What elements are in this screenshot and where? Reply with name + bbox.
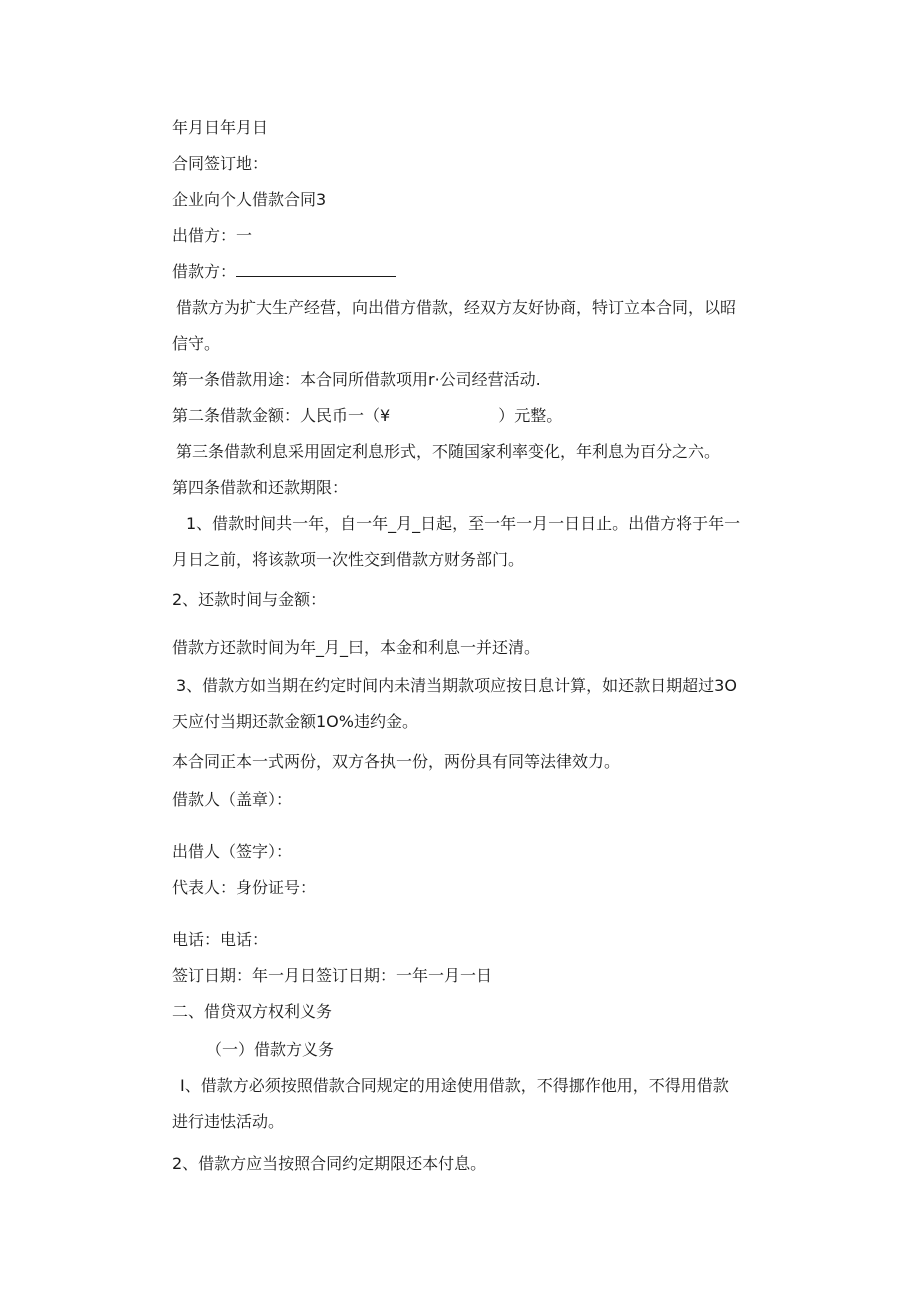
article-1: 第一条借款用途：本合同所借款项用r·公司经营活动.	[172, 370, 541, 389]
signing-place: 合同签订地：	[172, 154, 269, 173]
article-2	[172, 406, 562, 426]
article-2-text-a: 第二条借款金额：人民币一（¥	[172, 406, 391, 425]
borrower-label: 借款方：	[172, 262, 237, 281]
duty-1-line-2: 进行违怯活动。	[172, 1112, 285, 1131]
borrower-line	[172, 262, 396, 282]
borrower-seal: 借款人（盖章）：	[172, 790, 293, 809]
duty-2: 2、借款方应当按照合同约定期限还本付息。	[172, 1154, 487, 1173]
clause-2: 2、还款时间与金额：	[172, 590, 327, 609]
contract-title: 企业向个人借款合同3	[172, 190, 327, 209]
section-2-heading: 二、借贷双方权利义务	[172, 1002, 333, 1021]
phone-line: 电话：电话：	[172, 930, 269, 949]
borrower-blank	[236, 262, 396, 277]
repayment-line: 借款方还款时间为年_月_曰，本金和利息一并还清。	[172, 638, 541, 657]
signing-date-line: 签订日期：年一月日签订日期：一年一月一日	[172, 966, 493, 985]
copies-line: 本合同正本一式两份，双方各执一份，两份具有同等法律效力。	[172, 752, 621, 771]
article-2-text-b: ）元整。	[498, 406, 563, 425]
article-3: 第三条借款利息采用固定利息形式，不随国家利率变化，年利息为百分之六。	[176, 442, 721, 461]
clause-3-line-2: 天应付当期还款金额1O%违约金。	[172, 712, 418, 731]
clause-1-line-2: 月日之前，将该款项一次性交到借款方财务部门。	[172, 550, 525, 569]
article-4: 第四条借款和还款期限：	[172, 478, 349, 497]
subsection-1-heading: （一）借款方义务	[206, 1040, 335, 1059]
representative-id: 代表人：身份证号：	[172, 878, 317, 897]
clause-3-line-1: 3、借款方如当期在约定时间内未清当期款项应按日息计算，如还款日期超过3O	[176, 676, 737, 695]
preamble-line-1: 借款方为扩大生产经营，向出借方借款，经双方友好协商，特订立本合同，以昭	[176, 298, 737, 317]
clause-1-line-1: 1、借款时间共一年，自一年_月_日起，至一年一月一日日止。出借方将于年一	[186, 514, 741, 533]
duty-1-line-1: I、借款方必须按照借款合同规定的用途使用借款，不得挪作他用，不得用借款	[180, 1076, 729, 1095]
date-line: 年月日年月日	[172, 118, 269, 137]
lender-signature: 出借人（签字）：	[172, 842, 293, 861]
lender-line: 出借方：一	[172, 226, 253, 245]
preamble-line-2: 信守。	[172, 334, 221, 353]
